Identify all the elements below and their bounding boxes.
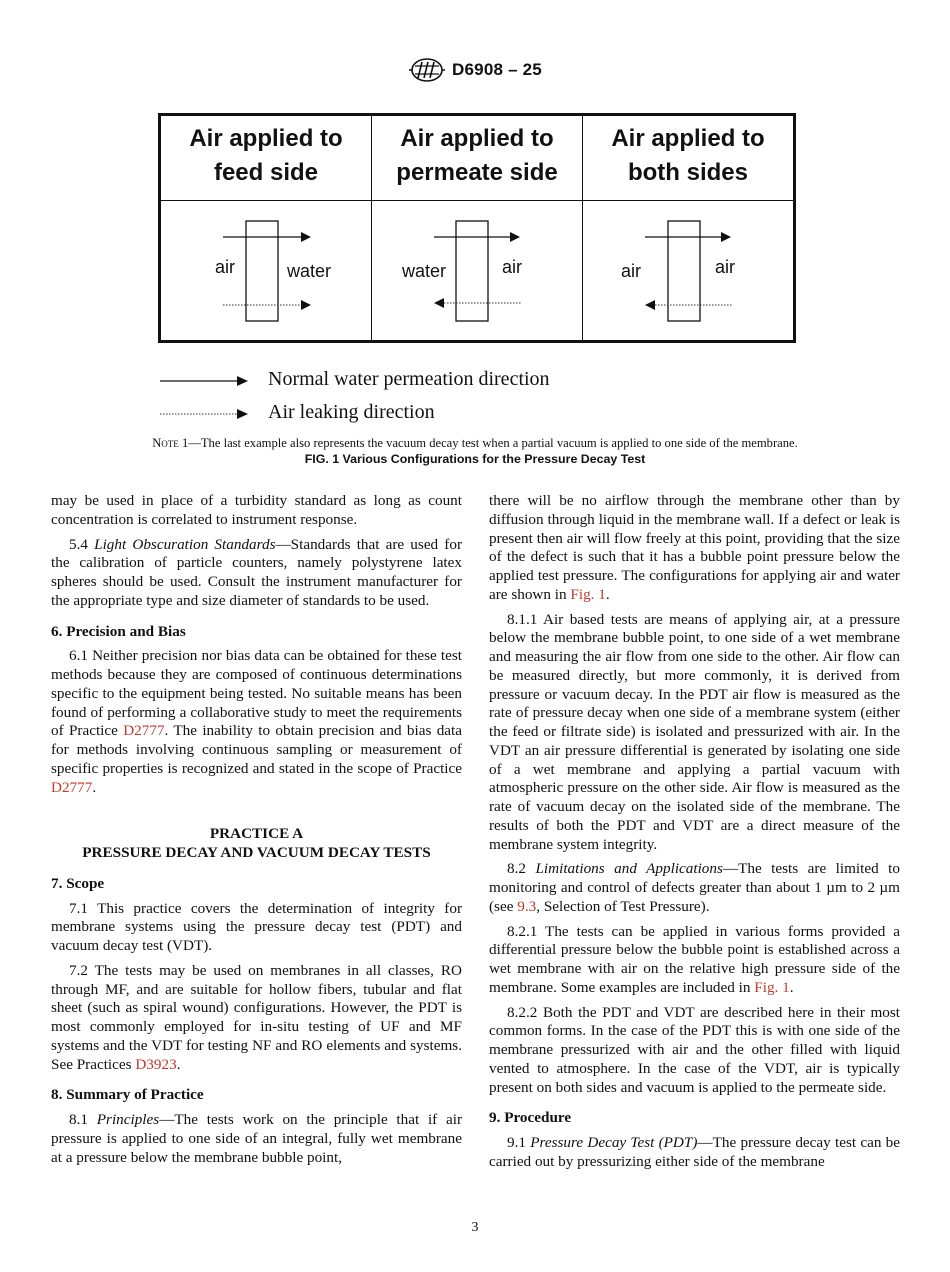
heading-section-8: 8. Summary of Practice	[51, 1086, 204, 1104]
panel-feed-right-label: water	[287, 261, 332, 281]
panel-permeate	[372, 201, 583, 340]
paragraph-turbidity-continued: may be used in place of a turbidity standard as long as count concentration is correlated to instrument response.	[51, 492, 462, 528]
membrane-rect	[246, 221, 278, 321]
panel-title-both: Air applied to both sides	[611, 125, 765, 186]
astm-logo	[408, 56, 446, 84]
page-number: 3	[471, 1220, 479, 1235]
water-flow-arrowhead	[721, 232, 731, 242]
panel-title-permeate: Air applied to permeate side	[372, 116, 583, 200]
water-flow-arrowhead	[301, 232, 311, 242]
heading-section-9: 9. Procedure	[489, 1109, 572, 1127]
panel-feed-left-label: air	[215, 257, 236, 277]
panel-both-diagram	[583, 201, 793, 341]
panel-permeate-right-label: air	[502, 257, 523, 277]
section-8-1: 8.1 Principles—The tests work on the principle that if air pressure is applied to one side of an integral, fully wet membrane at a pressure below the membrane bubble point,	[51, 1111, 463, 1166]
link-d2777[interactable]: D2777	[123, 722, 165, 740]
solid-arrow-icon	[158, 368, 250, 398]
legend-solid-text: Normal water permeation direction	[268, 368, 550, 390]
section-8-2: 8.2 Limitations and Applications—The tests are limited to monitoring and control of defects greater than about 1 µm to 2 µm (see 9.3, Selection of Test Pressure).	[489, 860, 900, 915]
panel-feed-diagram	[161, 201, 371, 341]
link-d3923[interactable]: D3923	[135, 1055, 177, 1073]
air-leak-arrowhead	[434, 298, 444, 308]
air-leak-arrowhead	[301, 300, 311, 310]
section-8-1-continued: there will be no airflow through the membrane other than by diffusion through liquid in the membrane wall. If a defect or leak is present then air will flow freely at this point, providing that the size of the defect is such that it has a bubble point pressure below the applied test pressure. The configurations for applying air and water are shown in Fig. 1.	[489, 492, 900, 603]
link-fig-1-2[interactable]: Fig. 1	[754, 978, 790, 996]
figure-caption: FIG. 1 Various Configurations for the Pressure Decay Test	[304, 452, 646, 466]
panel-title-feed: Air applied to feed side	[161, 116, 372, 200]
membrane-rect	[668, 221, 700, 321]
section-7-1: 7.1 This practice covers the determination of integrity for membrane systems using the pressure decay test (PDT) and vacuum decay test (VDT).	[51, 899, 462, 954]
air-leak-arrowhead	[645, 300, 655, 310]
membrane-rect	[456, 221, 488, 321]
link-section-9-3[interactable]: 9.3	[517, 897, 537, 915]
dotted-arrow-icon	[158, 401, 250, 431]
left-column	[51, 492, 462, 1173]
section-8-1-1: 8.1.1 Air based tests are means of applying air, at a pressure below the membrane bubble point, to one side of a wet membrane and measuring the air flow from one side to the other. Air flow can be measured directly, but more commonly, it is derived from pressure or vacuum decay. In the PDT air flow is measured as the rate of pressure decay when one side of a membrane system (either the feed or filtrate side) is isolated and pressurized with air. In the VDT an air pressure differential is generated by isolating one side of a wet membrane and applying a partial vacuum with atmospheric pressure on the other side. Air flow is measured as the rate of vacuum decay on the isolated side of the membrane. The results of both the PDT and VDT are a direct measure of the membrane system integrity.	[489, 610, 900, 853]
heading-section-7: 7. Scope	[51, 874, 105, 892]
section-8-2-2: 8.2.2 Both the PDT and VDT are described here in their most common forms. In the case of the PDT this is with one side of the membrane pressurized with air and the other filled with liquid vented to atmosphere. In the case of the VDT, air is typically present on both sides and vacuum is applied to the permeate side.	[489, 1003, 900, 1096]
heading-section-6: 6. Precision and Bias	[51, 622, 186, 640]
water-flow-arrowhead	[510, 232, 520, 242]
panel-both	[583, 201, 793, 340]
figure-1-diagram	[158, 113, 796, 343]
section-9-1: 9.1 Pressure Decay Test (PDT)—The pressure decay test can be carried out by pressurizing either side of the membrane	[489, 1134, 900, 1170]
section-6-1: 6.1 Neither precision nor bias data can be obtained for these test methods because they are composed of continuous determinations specific to the equipment being tested. No suitable means has been found of performing a collaborative study to meet the requirements of Practice D2777. The inability to obtain precision and bias data for methods involving continuous sampling or measurement of specific properties is recognized and stated in the scope of Practice D2777.	[51, 647, 462, 796]
panel-both-right-label: air	[715, 257, 736, 277]
link-fig-1[interactable]: Fig. 1	[570, 585, 606, 603]
practice-title: PRACTICE A	[209, 825, 304, 843]
section-5-4: 5.4 Light Obscuration Standards—Standards that are used for the calibration of particle counters, namely polystyrene latex spheres should be used. Consult the instrument manufacturer for the appropriate type and size diameter of standards to be used.	[51, 535, 463, 609]
right-column	[489, 492, 900, 1178]
panel-permeate-left-label: water	[402, 261, 447, 281]
panel-feed	[161, 201, 372, 340]
figure-note: Note 1—The last example also represents the vacuum decay test when a partial vacuum is applied to one side of the membrane.	[152, 436, 798, 450]
link-d2777-2[interactable]: D2777	[51, 778, 93, 796]
practice-subtitle: PRESSURE DECAY AND VACUUM DECAY TESTS	[82, 844, 431, 861]
panel-both-left-label: air	[621, 261, 642, 281]
legend-dotted-text: Air leaking direction	[268, 401, 435, 423]
section-7-2: 7.2 The tests may be used on membranes in all classes, RO through MF, and are suitable for hollow fibers, tubular and flat sheet (such as spiral wound) configurations. However, the PDT is most commonly employed for in-situ testing of UF and MF systems and the VDT for testing NF and RO elements and systems. See Practices D3923.	[51, 961, 462, 1073]
section-8-2-1: 8.2.1 The tests can be applied in various forms provided a differential pressure below the bubble point is established across a wet membrane with air on the relative high pressure side of the membrane. Some examples are included in Fig. 1.	[489, 922, 900, 996]
document-id: D6908 – 25	[452, 60, 542, 79]
page-header	[0, 56, 950, 86]
